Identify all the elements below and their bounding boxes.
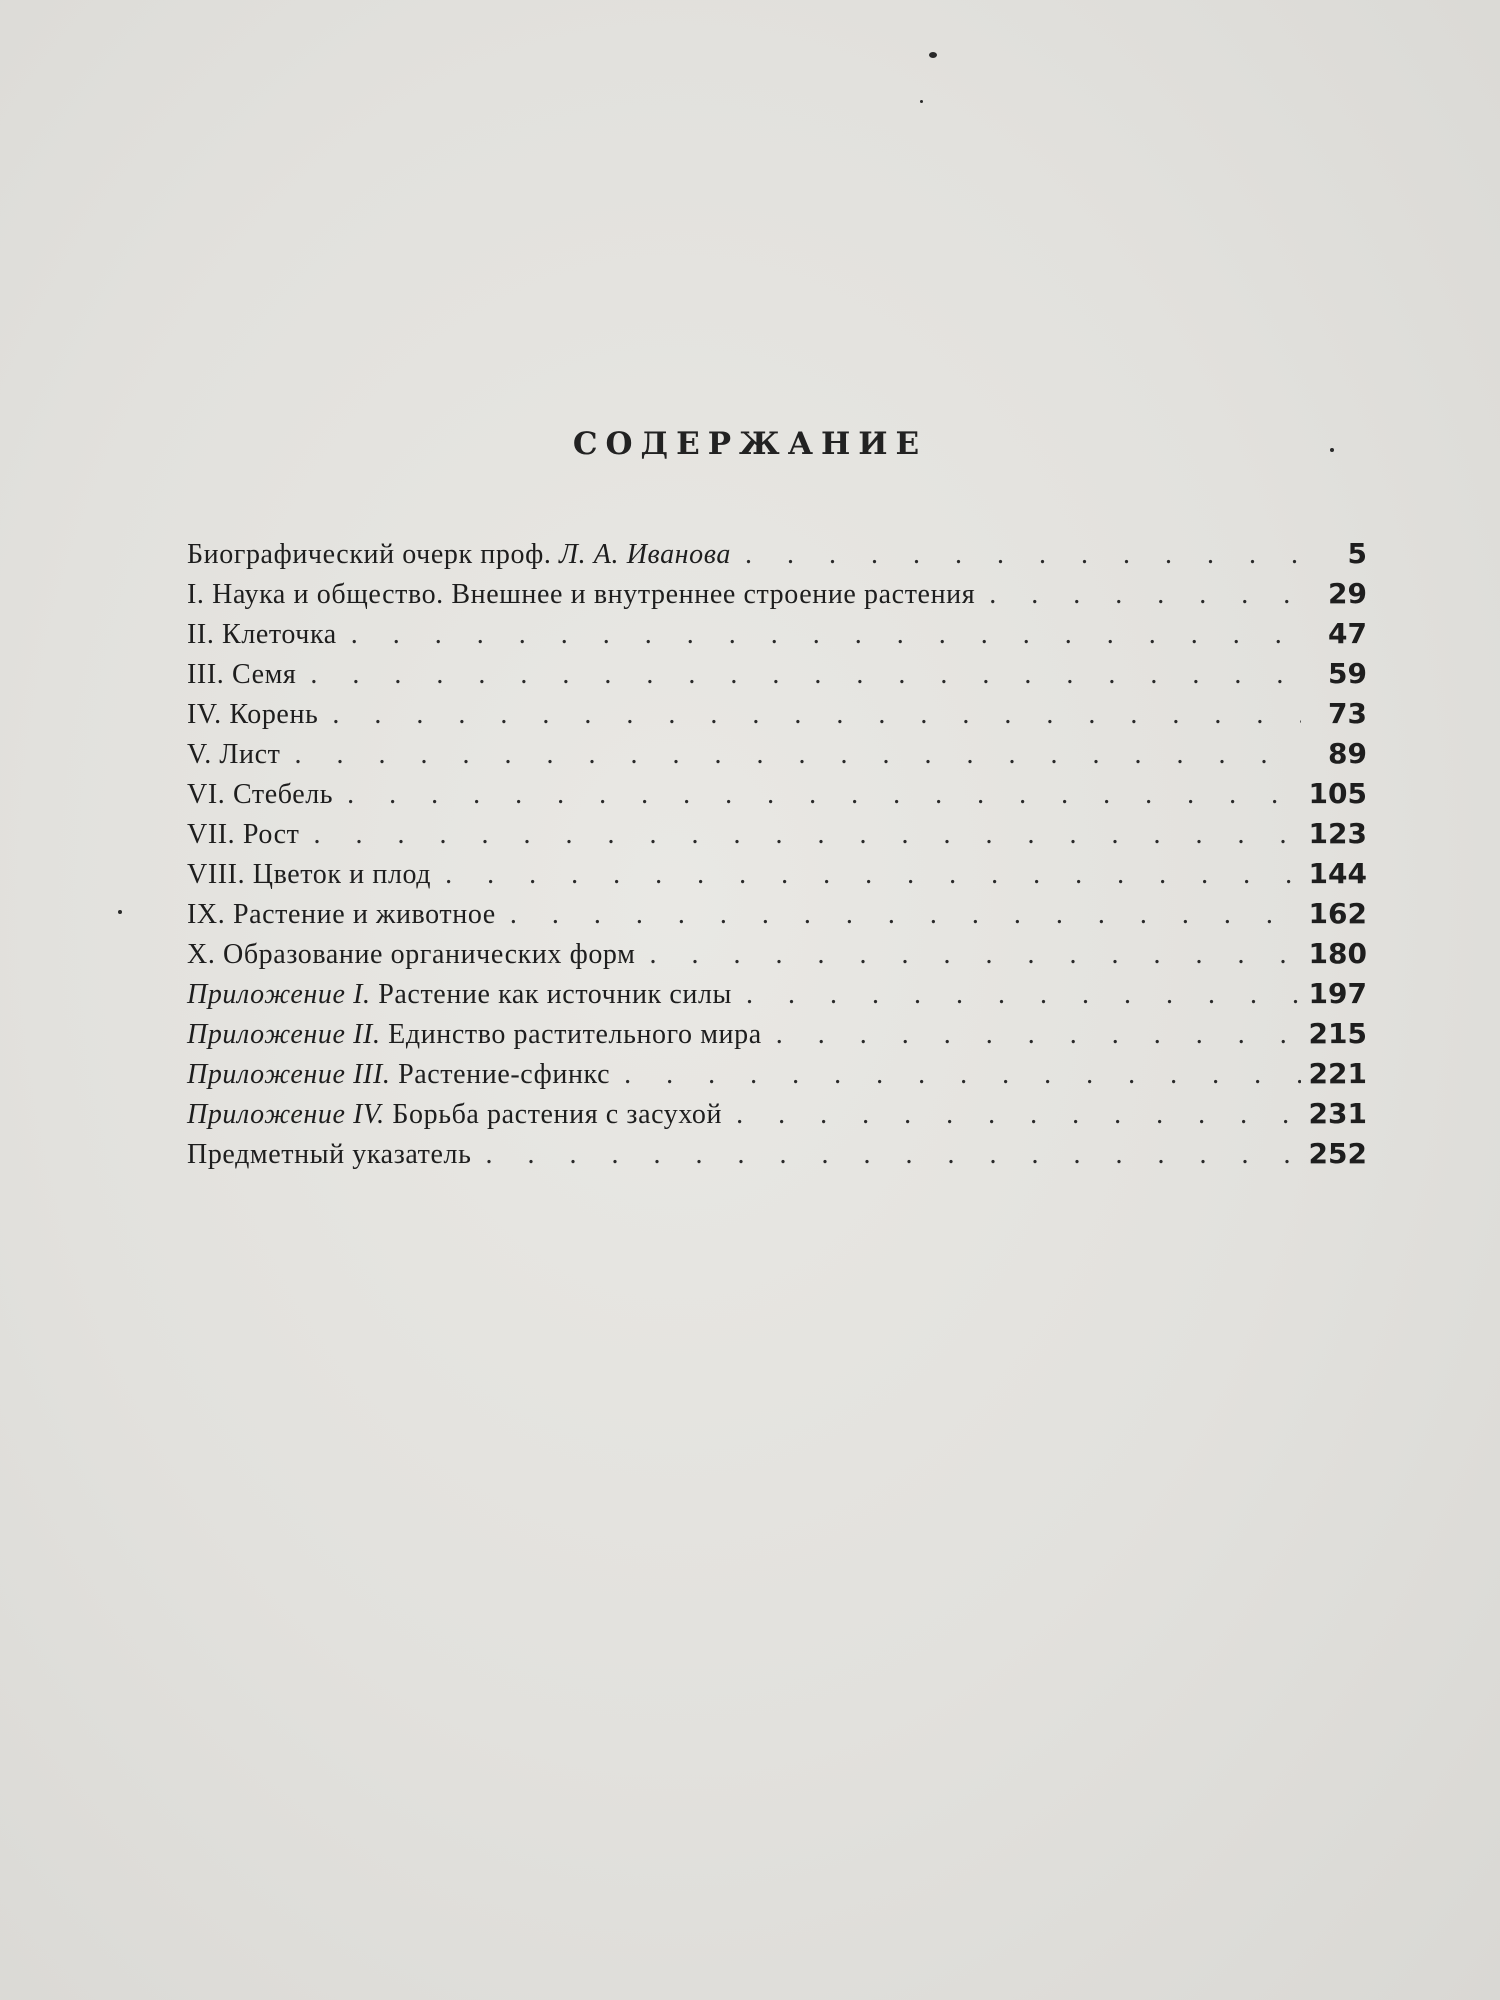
toc-entry[interactable] [187, 617, 1367, 657]
dot-leader [989, 579, 1301, 611]
entry-author: Л. А. Иванова [559, 539, 731, 570]
toc-entry[interactable] [187, 1017, 1367, 1057]
page-number: 252 [1308, 1137, 1367, 1170]
toc-entry[interactable] [187, 737, 1367, 777]
toc-entry[interactable] [187, 817, 1367, 857]
toc-entry[interactable] [187, 1137, 1367, 1177]
contents-heading: СОДЕРЖАНИЕ [572, 425, 928, 462]
page-number: 105 [1308, 777, 1367, 810]
entry-text: II. Клеточка [187, 619, 337, 650]
dot-leader [332, 699, 1301, 731]
page-number: 231 [1308, 1097, 1367, 1130]
dot-leader [314, 819, 1301, 851]
entry-text: IX. Растение и животное [187, 899, 496, 930]
table-of-contents [187, 537, 1367, 1177]
toc-entry[interactable] [187, 697, 1367, 737]
page-number: 215 [1308, 1017, 1367, 1050]
entry-text: VIII. Цветок и плод [187, 859, 432, 890]
page-number: 89 [1328, 737, 1367, 770]
dot-leader [649, 939, 1300, 971]
dot-leader [736, 1099, 1300, 1131]
entry-label [187, 899, 496, 931]
entry-text: IV. Корень [187, 699, 319, 730]
entry-label [187, 619, 337, 651]
page-number: 144 [1308, 857, 1367, 890]
dot-leader [485, 1139, 1300, 1171]
entry-prefix: Биографический очерк проф. [187, 539, 560, 570]
toc-entry[interactable] [187, 577, 1367, 617]
entry-label [187, 859, 431, 891]
entry-label [187, 939, 635, 971]
dot-leader [310, 659, 1301, 691]
toc-entry[interactable] [187, 777, 1367, 817]
entry-text: Борьба растения с засухой [384, 1099, 723, 1130]
toc-entry[interactable] [187, 657, 1367, 697]
entry-text: VI. Стебель [187, 779, 334, 810]
entry-label [187, 779, 333, 811]
dot-leader [445, 859, 1300, 891]
entry-text: V. Лист [187, 739, 281, 770]
dot-leader [746, 979, 1301, 1011]
entry-label [187, 819, 300, 851]
page-number: 47 [1328, 617, 1367, 650]
entry-label [187, 539, 731, 571]
entry-label [187, 1099, 722, 1131]
entry-label [187, 659, 296, 691]
dot-leader [510, 899, 1301, 931]
entry-label [187, 579, 975, 611]
entry-text: Растение-сфинкс [390, 1059, 611, 1090]
dot-leader [624, 1059, 1300, 1091]
appendix-label: Приложение I. [187, 979, 371, 1010]
page-number: 162 [1308, 897, 1367, 930]
toc-entry[interactable] [187, 537, 1367, 577]
entry-label [187, 1019, 762, 1051]
entry-label [187, 699, 318, 731]
dot-leader [745, 539, 1301, 571]
entry-text: VII. Рост [187, 819, 300, 850]
toc-entry[interactable] [187, 937, 1367, 977]
page-number: 29 [1328, 577, 1367, 610]
entry-label [187, 1139, 471, 1171]
toc-entry[interactable] [187, 897, 1367, 937]
appendix-label: Приложение II. [187, 1019, 381, 1050]
page-number: 221 [1308, 1057, 1367, 1090]
entry-label [187, 739, 280, 771]
ink-speck [118, 910, 122, 914]
page-number: 123 [1308, 817, 1367, 850]
entry-text: III. Семя [187, 659, 297, 690]
ink-speck [929, 52, 937, 58]
entry-label [187, 1059, 610, 1091]
page-number: 59 [1328, 657, 1367, 690]
page-number: 197 [1308, 977, 1367, 1010]
appendix-label: Приложение IV. [187, 1099, 385, 1130]
toc-entry[interactable] [187, 857, 1367, 897]
appendix-label: Приложение III. [187, 1059, 391, 1090]
entry-text: Растение как источник силы [370, 979, 732, 1010]
entry-text: I. Наука и общество. Внешнее и внутреннее строение растения [187, 579, 976, 610]
entry-text: Предметный указатель [187, 1139, 472, 1170]
dot-leader [347, 779, 1300, 811]
page-number: 180 [1308, 937, 1367, 970]
ink-speck [920, 100, 923, 103]
dot-leader [351, 619, 1301, 651]
entry-label [187, 979, 732, 1011]
entry-text: Единство растительного мира [380, 1019, 762, 1050]
entry-text: X. Образование органических форм [187, 939, 636, 970]
toc-entry[interactable] [187, 977, 1367, 1017]
page-number: 5 [1347, 537, 1367, 570]
page-number: 73 [1328, 697, 1367, 730]
toc-entry[interactable] [187, 1057, 1367, 1097]
toc-entry[interactable] [187, 1097, 1367, 1137]
dot-leader [776, 1019, 1301, 1051]
dot-leader [294, 739, 1301, 771]
